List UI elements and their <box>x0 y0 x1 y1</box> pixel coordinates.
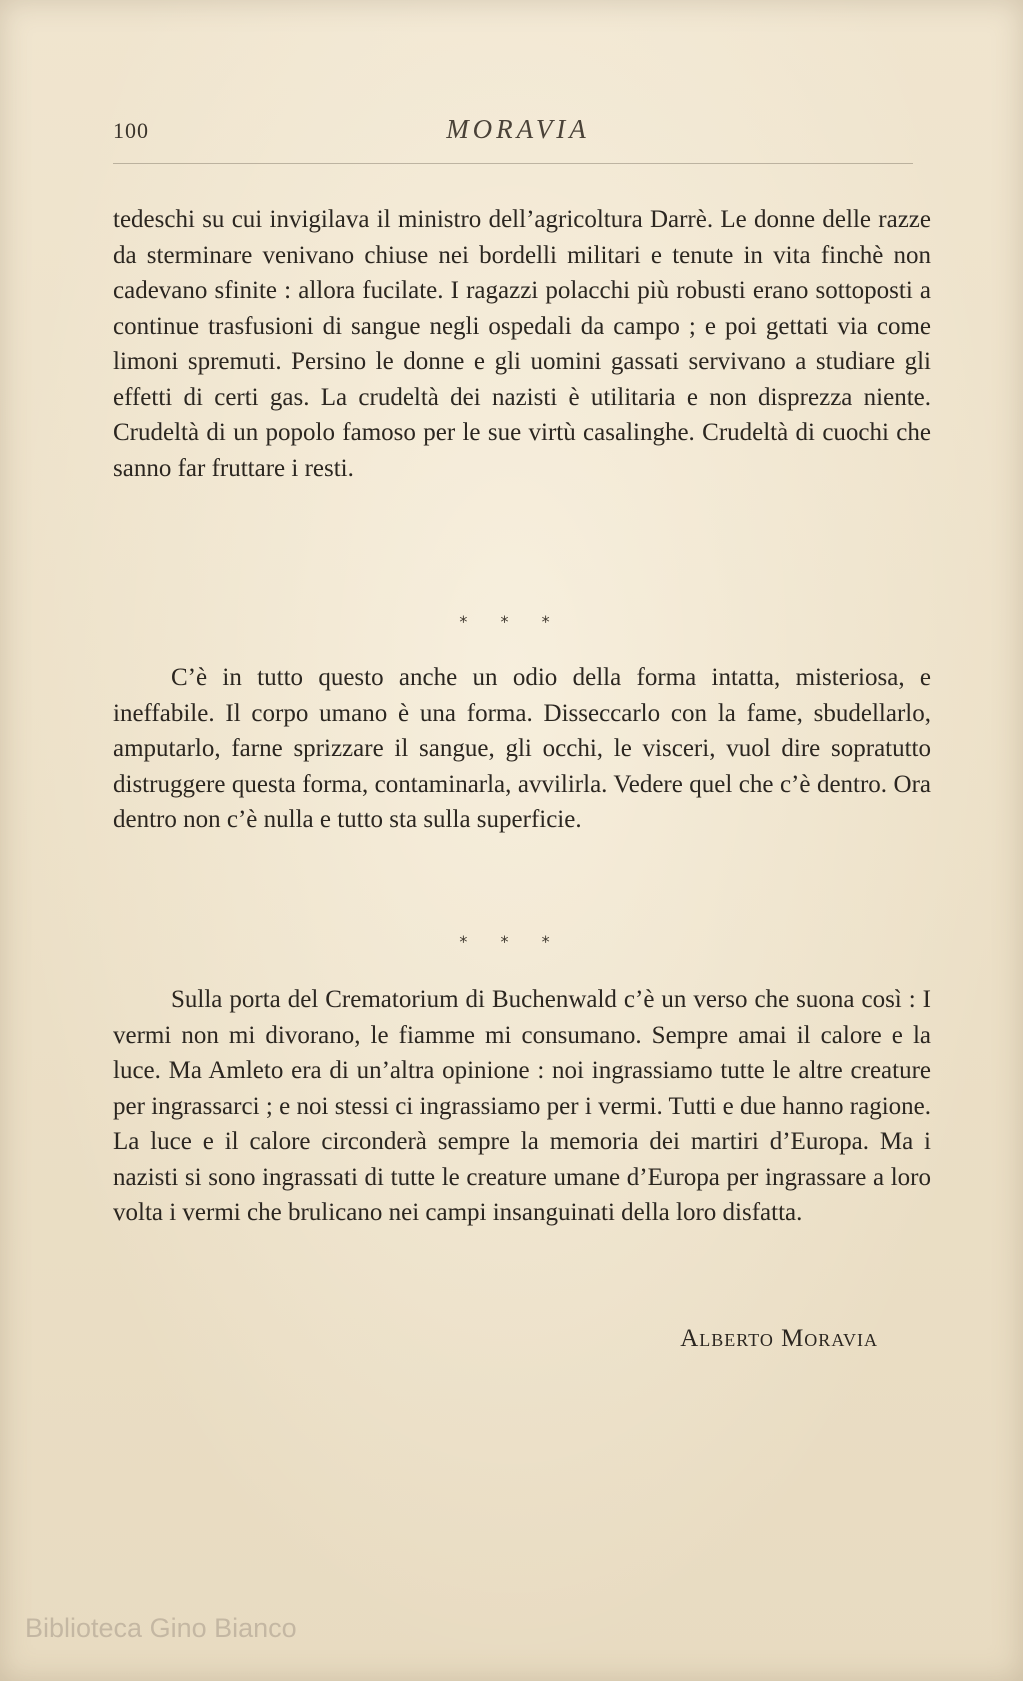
page-header <box>113 114 923 148</box>
library-watermark: Biblioteca Gino Bianco <box>25 1613 297 1643</box>
paragraph-1: tedeschi su cui invigilava il ministro dell’agricoltura Darrè. Le donne delle razze da sterminare venivano chiuse nei bordelli militari e tenute in vita finchè non cadevano sfinite : allora fucilate. I ragazzi polacchi più robusti erano sottoposti a continue trasfusioni di sangue negli ospedali da campo ; e poi gettati via come limoni spremuti. Persino le donne e gli uomini gassati servivano a studiare gli effetti di certi gas. La crudeltà dei nazisti è utilitaria e non disprezza niente. Crudeltà di un popolo famoso per le sue virtù casalinghe. Crudeltà di cuochi che sanno far fruttare i resti. <box>113 206 931 482</box>
author-signature: Alberto Moravia <box>680 1325 878 1352</box>
section-separator-1: * * * <box>459 612 564 631</box>
paragraph-3: Sulla porta del Crematorium di Buchenwald c’è un verso che suona così : I vermi non mi divorano, le fiamme mi consumano. Sempre amai il calore e la luce. Ma Amleto era di un’altra opinione : noi ingrassiamo tutte le altre creature per ingrassarci ; e noi stessi ci ingrassiamo per i vermi. Tutti e due hanno ragione. La luce e il calore circonderà sempre la memoria dei martiri d’Europa. Ma i nazisti si sono ingrassati di tutte le creature umane d’Europa per ingrassare a loro volta i vermi che brulicano nei campi insanguinati della loro disfatta. <box>113 986 931 1226</box>
paragraph-2: C’è in tutto questo anche un odio della forma intatta, misteriosa, e ineffabile. Il corpo umano è una forma. Disseccarlo con la fame, sbudellarlo, amputarlo, farne sprizzare il sangue, gli occhi, le visceri, vuol dire sopratutto distruggere questa forma, contaminarla, avvilirla. Vedere quel che c’è dentro. Ora dentro non c’è nulla e tutto sta sulla superficie. <box>113 664 931 833</box>
page-number: 100 <box>113 118 149 143</box>
section-separator-2: * * * <box>459 932 564 951</box>
header-rule <box>113 163 913 164</box>
running-title: MORAVIA <box>446 114 590 144</box>
